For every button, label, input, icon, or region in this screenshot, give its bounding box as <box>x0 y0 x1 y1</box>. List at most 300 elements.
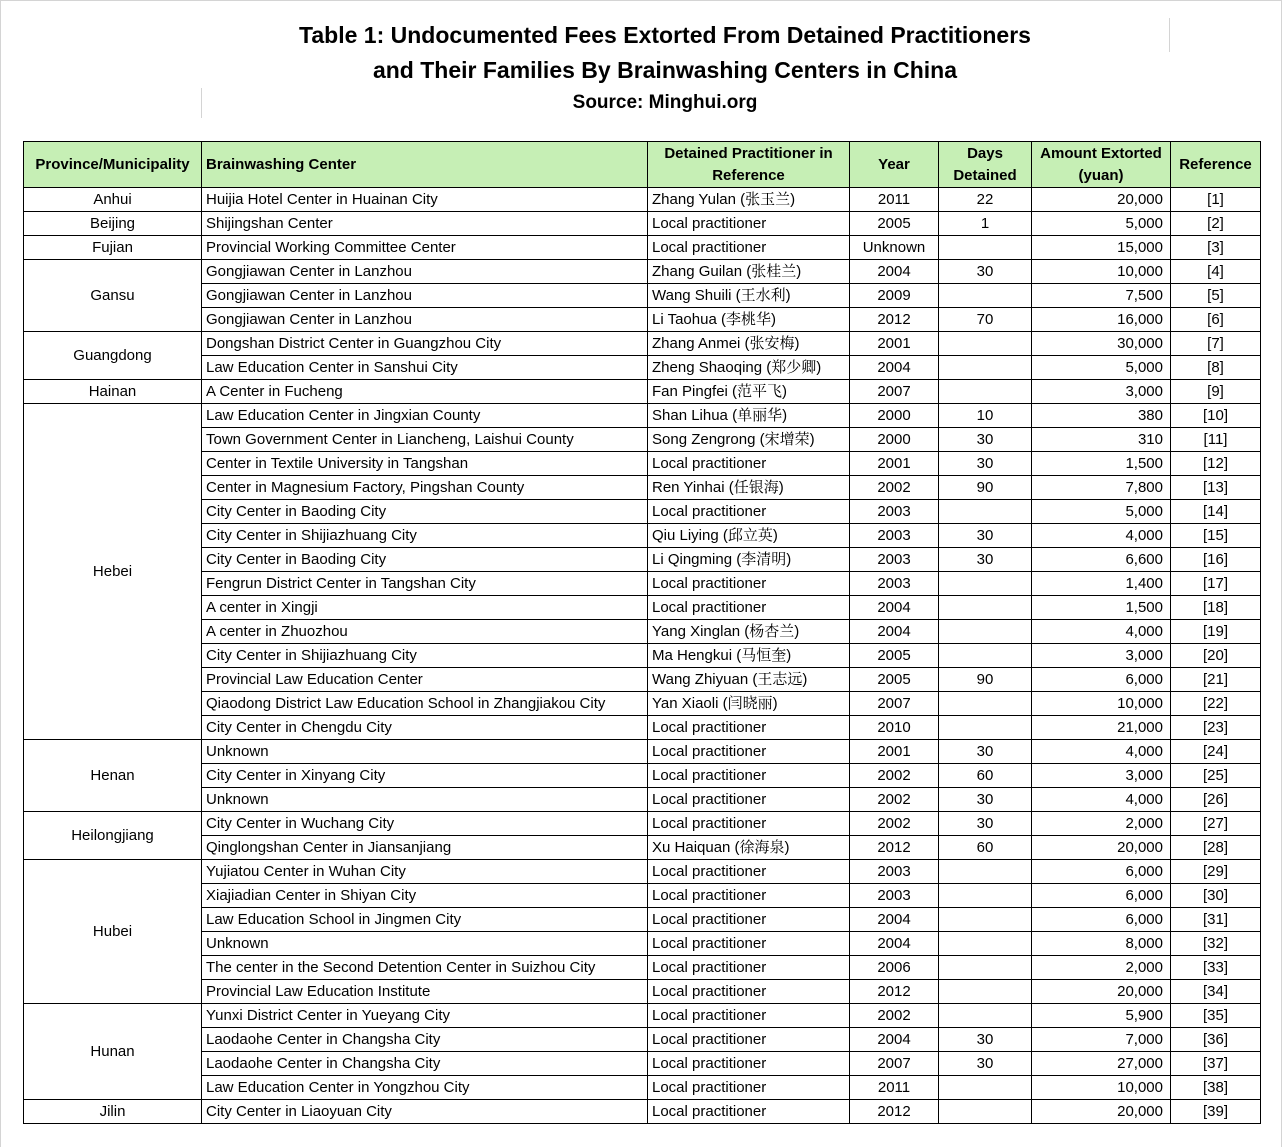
cell-center: Law Education School in Jingmen City <box>202 908 648 932</box>
cell-year: 2002 <box>850 764 939 788</box>
cell-practitioner: Qiu Liying (邱立英) <box>648 524 850 548</box>
cell-practitioner: Zheng Shaoqing (郑少卿) <box>648 356 850 380</box>
cell-reference: [32] <box>1171 932 1261 956</box>
cell-reference: [30] <box>1171 884 1261 908</box>
cell-center: A center in Zhuozhou <box>202 620 648 644</box>
cell-province: Jilin <box>24 1100 202 1124</box>
cell-province: Guangdong <box>24 332 202 380</box>
table-row <box>24 1004 1261 1028</box>
cell-reference: [38] <box>1171 1076 1261 1100</box>
cell-amount: 6,000 <box>1032 668 1171 692</box>
cell-reference: [18] <box>1171 596 1261 620</box>
cell-amount: 15,000 <box>1032 236 1171 260</box>
table-row <box>24 380 1261 404</box>
table-row <box>24 1052 1261 1076</box>
cell-reference: [11] <box>1171 428 1261 452</box>
table-row <box>24 1100 1261 1124</box>
table-row <box>24 284 1261 308</box>
cell-days <box>939 980 1032 1004</box>
cell-practitioner: Local practitioner <box>648 740 850 764</box>
cell-amount: 8,000 <box>1032 932 1171 956</box>
cell-days <box>939 620 1032 644</box>
table-row <box>24 572 1261 596</box>
cell-year: 2007 <box>850 1052 939 1076</box>
cell-practitioner: Zhang Anmei (张安梅) <box>648 332 850 356</box>
cell-year: 2010 <box>850 716 939 740</box>
cell-days <box>939 596 1032 620</box>
table-row <box>24 212 1261 236</box>
cell-amount: 310 <box>1032 428 1171 452</box>
table-row <box>24 452 1261 476</box>
table-row <box>24 260 1261 284</box>
cell-practitioner: Local practitioner <box>648 212 850 236</box>
cell-reference: [22] <box>1171 692 1261 716</box>
cell-reference: [23] <box>1171 716 1261 740</box>
cell-year: 2003 <box>850 548 939 572</box>
cell-days: 60 <box>939 836 1032 860</box>
table-row <box>24 692 1261 716</box>
table-row <box>24 668 1261 692</box>
cell-days <box>939 356 1032 380</box>
cell-center: Center in Textile University in Tangshan <box>202 452 648 476</box>
cell-center: City Center in Shijiazhuang City <box>202 524 648 548</box>
cell-reference: [14] <box>1171 500 1261 524</box>
cell-days <box>939 380 1032 404</box>
cell-year: 2005 <box>850 644 939 668</box>
table-row <box>24 548 1261 572</box>
cell-reference: [3] <box>1171 236 1261 260</box>
cell-practitioner: Local practitioner <box>648 980 850 1004</box>
cell-practitioner: Local practitioner <box>648 956 850 980</box>
cell-reference: [24] <box>1171 740 1261 764</box>
cell-days <box>939 1004 1032 1028</box>
cell-center: City Center in Baoding City <box>202 500 648 524</box>
cell-days <box>939 236 1032 260</box>
cell-year: 2003 <box>850 572 939 596</box>
cell-practitioner: Yan Xiaoli (闫晓丽) <box>648 692 850 716</box>
table-row <box>24 428 1261 452</box>
cell-amount: 1,400 <box>1032 572 1171 596</box>
fees-table <box>23 141 1261 1124</box>
cell-practitioner: Local practitioner <box>648 236 850 260</box>
cell-reference: [10] <box>1171 404 1261 428</box>
cell-reference: [36] <box>1171 1028 1261 1052</box>
cell-practitioner: Local practitioner <box>648 1076 850 1100</box>
header-practitioner: Detained Practitioner in Reference <box>648 142 850 188</box>
cell-center: Yunxi District Center in Yueyang City <box>202 1004 648 1028</box>
cell-year: 2004 <box>850 908 939 932</box>
gridline <box>1169 18 1170 52</box>
title-block <box>200 18 1130 118</box>
cell-amount: 4,000 <box>1032 788 1171 812</box>
cell-practitioner: Local practitioner <box>648 1004 850 1028</box>
table-row <box>24 836 1261 860</box>
cell-reference: [20] <box>1171 644 1261 668</box>
cell-reference: [35] <box>1171 1004 1261 1028</box>
cell-year: 2009 <box>850 284 939 308</box>
header-year: Year <box>850 142 939 188</box>
cell-province: Heilongjiang <box>24 812 202 860</box>
cell-days: 90 <box>939 476 1032 500</box>
cell-practitioner: Local practitioner <box>648 500 850 524</box>
cell-year: 2001 <box>850 740 939 764</box>
cell-amount: 3,000 <box>1032 764 1171 788</box>
cell-center: A center in Xingji <box>202 596 648 620</box>
cell-center: Laodaohe Center in Changsha City <box>202 1028 648 1052</box>
cell-province: Hebei <box>24 404 202 740</box>
cell-year: 2003 <box>850 884 939 908</box>
cell-days: 10 <box>939 404 1032 428</box>
cell-practitioner: Li Qingming (李清明) <box>648 548 850 572</box>
cell-center: Unknown <box>202 788 648 812</box>
cell-center: Center in Magnesium Factory, Pingshan County <box>202 476 648 500</box>
cell-province: Beijing <box>24 212 202 236</box>
table-row <box>24 188 1261 212</box>
cell-year: 2012 <box>850 1100 939 1124</box>
cell-year: 2004 <box>850 596 939 620</box>
table-row <box>24 716 1261 740</box>
table-row <box>24 1076 1261 1100</box>
table-row <box>24 980 1261 1004</box>
cell-amount: 16,000 <box>1032 308 1171 332</box>
cell-center: City Center in Chengdu City <box>202 716 648 740</box>
cell-practitioner: Zhang Yulan (张玉兰) <box>648 188 850 212</box>
cell-practitioner: Wang Zhiyuan (王志远) <box>648 668 850 692</box>
cell-days: 22 <box>939 188 1032 212</box>
cell-days <box>939 500 1032 524</box>
cell-days: 30 <box>939 524 1032 548</box>
cell-amount: 2,000 <box>1032 956 1171 980</box>
cell-year: 2003 <box>850 860 939 884</box>
cell-reference: [7] <box>1171 332 1261 356</box>
cell-province: Henan <box>24 740 202 812</box>
cell-amount: 4,000 <box>1032 740 1171 764</box>
cell-amount: 10,000 <box>1032 260 1171 284</box>
cell-amount: 6,000 <box>1032 860 1171 884</box>
cell-reference: [9] <box>1171 380 1261 404</box>
cell-days <box>939 644 1032 668</box>
cell-days <box>939 908 1032 932</box>
cell-year: 2002 <box>850 788 939 812</box>
cell-center: Qiaodong District Law Education School in Zhangjiakou City <box>202 692 648 716</box>
cell-year: 2001 <box>850 332 939 356</box>
cell-amount: 20,000 <box>1032 980 1171 1004</box>
cell-reference: [19] <box>1171 620 1261 644</box>
cell-days <box>939 860 1032 884</box>
cell-days <box>939 332 1032 356</box>
cell-practitioner: Local practitioner <box>648 932 850 956</box>
table-row <box>24 356 1261 380</box>
table-row <box>24 524 1261 548</box>
cell-center: City Center in Wuchang City <box>202 812 648 836</box>
cell-days: 30 <box>939 740 1032 764</box>
cell-center: Yujiatou Center in Wuhan City <box>202 860 648 884</box>
cell-center: Gongjiawan Center in Lanzhou <box>202 308 648 332</box>
cell-days: 30 <box>939 428 1032 452</box>
cell-practitioner: Local practitioner <box>648 908 850 932</box>
cell-practitioner: Local practitioner <box>648 812 850 836</box>
cell-practitioner: Local practitioner <box>648 1028 850 1052</box>
table-row <box>24 644 1261 668</box>
cell-amount: 5,000 <box>1032 212 1171 236</box>
cell-year: 2007 <box>850 692 939 716</box>
cell-province: Anhui <box>24 188 202 212</box>
cell-year: 2007 <box>850 380 939 404</box>
table-row <box>24 932 1261 956</box>
cell-amount: 2,000 <box>1032 812 1171 836</box>
cell-reference: [39] <box>1171 1100 1261 1124</box>
cell-days: 90 <box>939 668 1032 692</box>
cell-reference: [17] <box>1171 572 1261 596</box>
cell-year: 2005 <box>850 668 939 692</box>
cell-amount: 380 <box>1032 404 1171 428</box>
cell-days: 30 <box>939 260 1032 284</box>
cell-year: 2004 <box>850 356 939 380</box>
cell-center: Gongjiawan Center in Lanzhou <box>202 260 648 284</box>
table-row <box>24 860 1261 884</box>
cell-reference: [25] <box>1171 764 1261 788</box>
cell-amount: 27,000 <box>1032 1052 1171 1076</box>
table-row <box>24 1028 1261 1052</box>
cell-amount: 6,000 <box>1032 884 1171 908</box>
table-row <box>24 764 1261 788</box>
table-row <box>24 500 1261 524</box>
cell-practitioner: Local practitioner <box>648 452 850 476</box>
header-days: Days Detained <box>939 142 1032 188</box>
cell-year: 2004 <box>850 260 939 284</box>
cell-center: Unknown <box>202 932 648 956</box>
cell-reference: [1] <box>1171 188 1261 212</box>
cell-center: Provincial Law Education Institute <box>202 980 648 1004</box>
cell-days <box>939 716 1032 740</box>
cell-amount: 21,000 <box>1032 716 1171 740</box>
cell-practitioner: Local practitioner <box>648 860 850 884</box>
cell-practitioner: Yang Xinglan (杨杏兰) <box>648 620 850 644</box>
cell-amount: 7,800 <box>1032 476 1171 500</box>
cell-amount: 3,000 <box>1032 380 1171 404</box>
header-row <box>24 142 1261 188</box>
cell-year: 2012 <box>850 836 939 860</box>
table-row <box>24 476 1261 500</box>
cell-center: Gongjiawan Center in Lanzhou <box>202 284 648 308</box>
cell-amount: 4,000 <box>1032 620 1171 644</box>
cell-reference: [31] <box>1171 908 1261 932</box>
cell-province: Fujian <box>24 236 202 260</box>
cell-amount: 6,000 <box>1032 908 1171 932</box>
cell-center: Provincial Working Committee Center <box>202 236 648 260</box>
cell-year: 2001 <box>850 452 939 476</box>
cell-reference: [13] <box>1171 476 1261 500</box>
table-title-line2: and Their Families By Brainwashing Centers in China <box>372 57 958 83</box>
cell-amount: 6,600 <box>1032 548 1171 572</box>
cell-province: Hunan <box>24 1004 202 1100</box>
table-row <box>24 884 1261 908</box>
cell-days <box>939 956 1032 980</box>
cell-reference: [28] <box>1171 836 1261 860</box>
cell-year: 2004 <box>850 932 939 956</box>
cell-practitioner: Local practitioner <box>648 788 850 812</box>
header-province: Province/Municipality <box>24 142 202 188</box>
cell-year: 2005 <box>850 212 939 236</box>
cell-days: 1 <box>939 212 1032 236</box>
cell-center: Laodaohe Center in Changsha City <box>202 1052 648 1076</box>
cell-practitioner: Zhang Guilan (张桂兰) <box>648 260 850 284</box>
cell-reference: [29] <box>1171 860 1261 884</box>
gridline <box>0 0 1282 1</box>
cell-reference: [26] <box>1171 788 1261 812</box>
cell-amount: 10,000 <box>1032 692 1171 716</box>
cell-year: Unknown <box>850 236 939 260</box>
cell-center: City Center in Baoding City <box>202 548 648 572</box>
cell-reference: [4] <box>1171 260 1261 284</box>
cell-reference: [2] <box>1171 212 1261 236</box>
cell-reference: [27] <box>1171 812 1261 836</box>
cell-days <box>939 932 1032 956</box>
table-row <box>24 596 1261 620</box>
cell-practitioner: Local practitioner <box>648 1052 850 1076</box>
cell-practitioner: Local practitioner <box>648 764 850 788</box>
cell-amount: 30,000 <box>1032 332 1171 356</box>
cell-days <box>939 884 1032 908</box>
cell-reference: [6] <box>1171 308 1261 332</box>
table-row <box>24 308 1261 332</box>
cell-year: 2011 <box>850 188 939 212</box>
cell-days: 60 <box>939 764 1032 788</box>
cell-center: Qinglongshan Center in Jiansanjiang <box>202 836 648 860</box>
cell-practitioner: Local practitioner <box>648 884 850 908</box>
cell-year: 2003 <box>850 524 939 548</box>
header-center: Brainwashing Center <box>202 142 648 188</box>
cell-province: Hubei <box>24 860 202 1004</box>
table-title-line1: Table 1: Undocumented Fees Extorted From Detained Practitioners <box>299 22 1031 48</box>
cell-center: Huijia Hotel Center in Huainan City <box>202 188 648 212</box>
cell-days <box>939 572 1032 596</box>
cell-amount: 1,500 <box>1032 596 1171 620</box>
cell-amount: 3,000 <box>1032 644 1171 668</box>
cell-amount: 20,000 <box>1032 836 1171 860</box>
cell-center: The center in the Second Detention Center in Suizhou City <box>202 956 648 980</box>
cell-reference: [12] <box>1171 452 1261 476</box>
cell-year: 2003 <box>850 500 939 524</box>
cell-reference: [15] <box>1171 524 1261 548</box>
cell-amount: 5,900 <box>1032 1004 1171 1028</box>
table-row <box>24 908 1261 932</box>
cell-amount: 5,000 <box>1032 356 1171 380</box>
cell-center: Town Government Center in Liancheng, Laishui County <box>202 428 648 452</box>
cell-center: Fengrun District Center in Tangshan City <box>202 572 648 596</box>
table-body <box>24 188 1261 1124</box>
cell-center: Xiajiadian Center in Shiyan City <box>202 884 648 908</box>
cell-year: 2002 <box>850 1004 939 1028</box>
cell-reference: [8] <box>1171 356 1261 380</box>
cell-practitioner: Local practitioner <box>648 572 850 596</box>
cell-center: City Center in Shijiazhuang City <box>202 644 648 668</box>
cell-days: 30 <box>939 1052 1032 1076</box>
cell-days: 30 <box>939 1028 1032 1052</box>
cell-days: 70 <box>939 308 1032 332</box>
table-row <box>24 332 1261 356</box>
cell-year: 2012 <box>850 980 939 1004</box>
gridline <box>0 0 1 1147</box>
cell-center: Provincial Law Education Center <box>202 668 648 692</box>
cell-year: 2000 <box>850 404 939 428</box>
cell-amount: 10,000 <box>1032 1076 1171 1100</box>
cell-year: 2011 <box>850 1076 939 1100</box>
cell-reference: [34] <box>1171 980 1261 1004</box>
cell-year: 2004 <box>850 620 939 644</box>
cell-province: Gansu <box>24 260 202 332</box>
cell-amount: 7,500 <box>1032 284 1171 308</box>
cell-practitioner: Local practitioner <box>648 1100 850 1124</box>
cell-amount: 5,000 <box>1032 500 1171 524</box>
cell-practitioner: Fan Pingfei (范平飞) <box>648 380 850 404</box>
cell-days: 30 <box>939 812 1032 836</box>
cell-practitioner: Ma Hengkui (马恒奎) <box>648 644 850 668</box>
cell-practitioner: Wang Shuili (王水利) <box>648 284 850 308</box>
cell-days <box>939 284 1032 308</box>
cell-days: 30 <box>939 548 1032 572</box>
cell-reference: [5] <box>1171 284 1261 308</box>
cell-year: 2004 <box>850 1028 939 1052</box>
cell-center: Law Education Center in Yongzhou City <box>202 1076 648 1100</box>
cell-center: Unknown <box>202 740 648 764</box>
table-source: Source: Minghui.org <box>572 92 758 113</box>
cell-practitioner: Shan Lihua (单丽华) <box>648 404 850 428</box>
cell-practitioner: Li Taohua (李桃华) <box>648 308 850 332</box>
header-reference: Reference <box>1171 142 1261 188</box>
cell-center: A Center in Fucheng <box>202 380 648 404</box>
cell-center: Law Education Center in Sanshui City <box>202 356 648 380</box>
cell-year: 2012 <box>850 308 939 332</box>
cell-year: 2006 <box>850 956 939 980</box>
cell-practitioner: Song Zengrong (宋增荣) <box>648 428 850 452</box>
cell-days: 30 <box>939 452 1032 476</box>
cell-amount: 20,000 <box>1032 1100 1171 1124</box>
cell-center: City Center in Liaoyuan City <box>202 1100 648 1124</box>
cell-year: 2002 <box>850 476 939 500</box>
cell-amount: 4,000 <box>1032 524 1171 548</box>
cell-practitioner: Local practitioner <box>648 716 850 740</box>
cell-days <box>939 692 1032 716</box>
cell-center: City Center in Xinyang City <box>202 764 648 788</box>
cell-year: 2000 <box>850 428 939 452</box>
cell-year: 2002 <box>850 812 939 836</box>
cell-center: Dongshan District Center in Guangzhou City <box>202 332 648 356</box>
header-amount: Amount Extorted (yuan) <box>1032 142 1171 188</box>
cell-practitioner: Local practitioner <box>648 596 850 620</box>
table-row <box>24 404 1261 428</box>
cell-reference: [16] <box>1171 548 1261 572</box>
table-row <box>24 620 1261 644</box>
table-row <box>24 740 1261 764</box>
table-row <box>24 788 1261 812</box>
cell-practitioner: Xu Haiquan (徐海泉) <box>648 836 850 860</box>
cell-amount: 20,000 <box>1032 188 1171 212</box>
cell-days: 30 <box>939 788 1032 812</box>
cell-reference: [21] <box>1171 668 1261 692</box>
cell-reference: [33] <box>1171 956 1261 980</box>
cell-amount: 1,500 <box>1032 452 1171 476</box>
table-row <box>24 812 1261 836</box>
table-row <box>24 956 1261 980</box>
cell-days <box>939 1076 1032 1100</box>
cell-days <box>939 1100 1032 1124</box>
cell-amount: 7,000 <box>1032 1028 1171 1052</box>
cell-province: Hainan <box>24 380 202 404</box>
cell-reference: [37] <box>1171 1052 1261 1076</box>
cell-center: Law Education Center in Jingxian County <box>202 404 648 428</box>
cell-center: Shijingshan Center <box>202 212 648 236</box>
